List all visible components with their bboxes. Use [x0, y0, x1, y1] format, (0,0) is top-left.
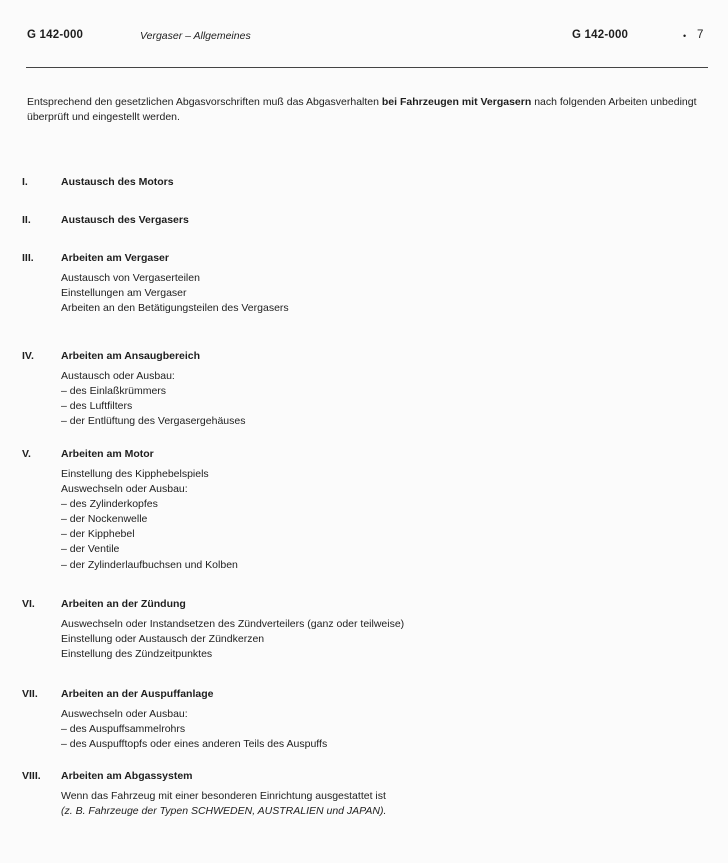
- header-divider: [26, 67, 708, 68]
- section-line: – der Nockenwelle: [61, 513, 148, 526]
- section-title: Arbeiten an der Zündung: [61, 598, 186, 610]
- header-code-left: G 142-000: [27, 29, 84, 41]
- section-line: – der Zylinderlaufbuchsen und Kolben: [61, 558, 238, 571]
- section-body: [61, 369, 711, 429]
- section-line: – des Einlaßkrümmers: [61, 385, 167, 398]
- section-line: Einstellung des Kipphebelspiels: [61, 468, 209, 480]
- section-line: – der Ventile: [61, 543, 120, 556]
- section-line: Einstellungen am Vergaser: [61, 287, 187, 300]
- section-line: – der Entlüftung des Vergasergehäuses: [61, 415, 246, 428]
- section-title: Austausch des Motors: [61, 176, 174, 188]
- section-line: Austausch oder Ausbau:: [61, 370, 175, 382]
- section-line: Arbeiten an den Betätigungsteilen des Vergasers: [61, 302, 289, 315]
- section-line: Einstellung oder Austausch der Zündkerzen: [61, 633, 265, 646]
- section-line: Austausch von Vergaserteilen: [61, 272, 200, 284]
- header-code-right: G 142-000: [572, 29, 629, 41]
- section-line: Wenn das Fahrzeug mit einer besonderen Einrichtung ausgestattet ist: [61, 790, 386, 802]
- section-line: Auswechseln oder Ausbau:: [61, 483, 188, 496]
- section-title: Austausch des Vergasers: [61, 214, 189, 226]
- page-number: 7: [697, 29, 704, 41]
- section-title: Arbeiten am Abgassystem: [61, 770, 193, 782]
- section-line: – des Luftfilters: [61, 400, 133, 413]
- section-line: – des Zylinderkopfes: [61, 498, 158, 511]
- intro-text-end: nach folgenden Arbeiten unbedingt überprüft und eingestellt werden.: [27, 96, 697, 123]
- section-title: Arbeiten am Vergaser: [61, 252, 169, 264]
- section-title: Arbeiten an der Auspuffanlage: [61, 688, 214, 700]
- section-body: [61, 617, 711, 662]
- section-title: Arbeiten am Ansaugbereich: [61, 350, 201, 362]
- section-number: VII.: [22, 688, 38, 700]
- section-number: VIII.: [22, 770, 41, 782]
- section-body: [61, 467, 711, 573]
- section-number: III.: [22, 252, 34, 264]
- section-line: (z. B. Fahrzeuge der Typen SCHWEDEN, AUSTRALIEN und JAPAN).: [61, 805, 387, 818]
- section-line: Einstellung des Zündzeitpunktes: [61, 648, 213, 661]
- section-title: Arbeiten am Motor: [61, 448, 154, 460]
- intro-text-start: Entsprechend den gesetzlichen Abgasvorschriften muß das Abgasverhalten: [27, 96, 382, 108]
- section-line: Auswechseln oder Ausbau:: [61, 708, 188, 720]
- section-number: II.: [22, 214, 31, 226]
- section-line: – des Auspuffsammelrohrs: [61, 723, 186, 736]
- header-bullet: •: [683, 31, 687, 41]
- header-title: Vergaser – Allgemeines: [140, 30, 251, 42]
- intro-emphasis: bei Fahrzeugen mit Vergasern: [381, 96, 532, 108]
- section-number: I.: [22, 176, 28, 188]
- section-line: – der Kipphebel: [61, 528, 135, 541]
- section-line: Auswechseln oder Instandsetzen des Zündverteilers (ganz oder teilweise): [61, 618, 405, 630]
- section-number: VI.: [22, 598, 35, 610]
- section-line: – des Auspufftopfs oder eines anderen Teils des Auspuffs: [61, 738, 328, 751]
- section-body: [61, 707, 711, 752]
- intro-paragraph: [27, 95, 717, 125]
- section-body: [61, 789, 711, 819]
- section-number: V.: [22, 448, 31, 460]
- page-header: [0, 29, 728, 49]
- section-body: [61, 271, 711, 316]
- section-number: IV.: [22, 350, 34, 362]
